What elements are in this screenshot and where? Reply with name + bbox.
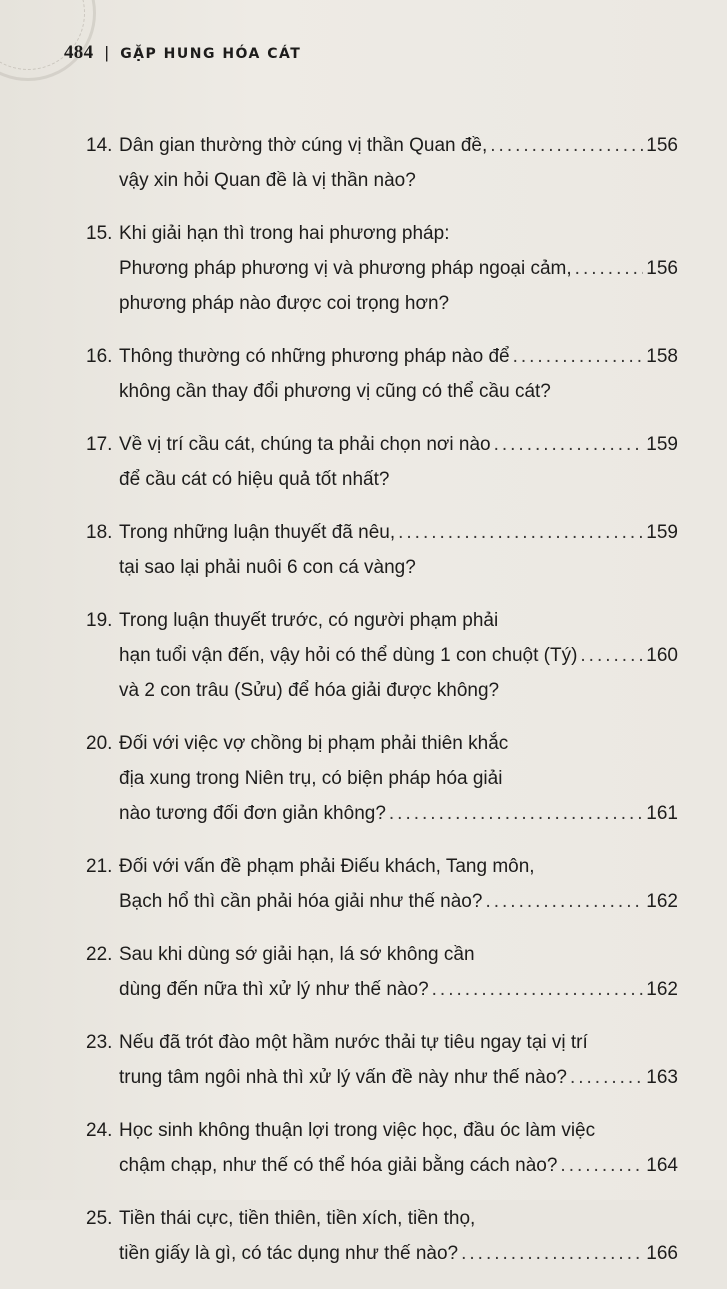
entry-text: tại sao lại phải nuôi 6 con cá vàng?	[119, 557, 416, 578]
entry-page-number: 156	[646, 258, 678, 279]
entry-page-number: 160	[646, 645, 678, 666]
entry-number: 23.	[86, 1032, 113, 1053]
toc-entry-line	[86, 374, 678, 409]
toc-entry-line	[86, 937, 678, 972]
toc-entry-line	[86, 796, 678, 831]
entry-text: Trong luận thuyết trước, có người phạm phải	[119, 610, 499, 631]
toc-entry[interactable]	[86, 128, 678, 198]
toc-entry-line	[86, 515, 678, 550]
toc-entry[interactable]	[86, 216, 678, 321]
toc-entry[interactable]	[86, 1025, 678, 1095]
entry-text: để cầu cát có hiệu quả tốt nhất?	[119, 469, 390, 490]
entry-page-number: 159	[646, 522, 678, 543]
toc-entry-line	[86, 761, 678, 796]
toc-entry-line	[86, 1060, 678, 1095]
header-separator: |	[104, 43, 110, 62]
entry-text: nào tương đối đơn giản không?	[119, 803, 386, 824]
toc-entry-line	[86, 427, 678, 462]
entry-number: 14.	[86, 135, 113, 156]
book-title: GẶP HUNG HÓA CÁT	[120, 46, 302, 62]
toc-entry-line	[86, 849, 678, 884]
dot-leader	[432, 972, 644, 1007]
toc-entry-line	[86, 1113, 678, 1148]
entry-number: 16.	[86, 346, 113, 367]
entry-text: Đối với vấn đề phạm phải Điếu khách, Tang môn,	[119, 856, 535, 877]
dot-leader	[398, 515, 643, 550]
library-stamp	[0, 0, 96, 81]
dot-leader	[513, 339, 644, 374]
entry-number: 18.	[86, 522, 113, 543]
entry-number: 22.	[86, 944, 113, 965]
toc-entry[interactable]	[86, 339, 678, 409]
entry-page-number: 162	[646, 891, 678, 912]
toc-entry-line	[86, 286, 678, 321]
toc-entry-line	[86, 638, 678, 673]
dot-leader	[580, 638, 643, 673]
toc-entry[interactable]	[86, 1201, 678, 1271]
entry-number: 24.	[86, 1120, 113, 1141]
toc-entry-line	[86, 603, 678, 638]
entry-text: trung tâm ngôi nhà thì xử lý vấn đề này như thế nào?	[119, 1067, 567, 1088]
toc-entry-line	[86, 163, 678, 198]
toc-entry-line	[86, 673, 678, 708]
entry-number: 17.	[86, 434, 113, 455]
entry-text: và 2 con trâu (Sửu) để hóa giải được không?	[119, 680, 500, 701]
entry-text: hạn tuổi vận đến, vậy hỏi có thể dùng 1 con chuột (Tý)	[119, 645, 578, 666]
entry-page-number: 161	[646, 803, 678, 824]
entry-text: chậm chạp, như thế có thể hóa giải bằng cách nào?	[119, 1155, 558, 1176]
toc-entry-line	[86, 884, 678, 919]
entry-page-number: 166	[646, 1243, 678, 1264]
toc-entry[interactable]	[86, 1113, 678, 1183]
entry-text: phương pháp nào được coi trọng hơn?	[119, 293, 450, 314]
toc-entry-line	[86, 1201, 678, 1236]
toc-entry-line	[86, 339, 678, 374]
toc-entry[interactable]	[86, 515, 678, 585]
toc-entry[interactable]	[86, 726, 678, 831]
toc-entry-line	[86, 726, 678, 761]
entry-text: vậy xin hỏi Quan đề là vị thần nào?	[119, 170, 416, 191]
entry-number: 25.	[86, 1208, 113, 1229]
entry-text: Khi giải hạn thì trong hai phương pháp:	[119, 223, 450, 244]
dot-leader	[485, 884, 643, 919]
toc-entry[interactable]	[86, 849, 678, 919]
toc-entry[interactable]	[86, 937, 678, 1007]
dot-leader	[389, 796, 643, 831]
entry-text: Dân gian thường thờ cúng vị thần Quan đề,	[119, 135, 488, 156]
dot-leader	[570, 1060, 643, 1095]
toc-entry-line	[86, 462, 678, 497]
entry-number: 19.	[86, 610, 113, 631]
page-number: 484	[64, 42, 94, 63]
dot-leader	[560, 1148, 643, 1183]
entry-page-number: 163	[646, 1067, 678, 1088]
entry-text: Trong những luận thuyết đã nêu,	[119, 522, 396, 543]
entry-text: địa xung trong Niên trụ, có biện pháp hóa giải	[119, 768, 503, 789]
entry-text: Phương pháp phương vị và phương pháp ngoại cảm,	[119, 258, 572, 279]
entry-text: Nếu đã trót đào một hầm nước thải tự tiêu ngay tại vị trí	[119, 1032, 588, 1053]
toc-entry-line	[86, 1236, 678, 1271]
entry-page-number: 158	[646, 346, 678, 367]
toc-entry-line	[86, 972, 678, 1007]
entry-number: 21.	[86, 856, 113, 877]
entry-text: Học sinh không thuận lợi trong việc học, đầu óc làm việc	[119, 1120, 596, 1141]
entry-text: Bạch hổ thì cần phải hóa giải như thế nào?	[119, 891, 483, 912]
entry-text: Đối với việc vợ chồng bị phạm phải thiên khắc	[119, 733, 509, 754]
entry-page-number: 162	[646, 979, 678, 1000]
dot-leader	[490, 128, 643, 163]
entry-text: Thông thường có những phương pháp nào để	[119, 346, 510, 367]
entry-text: Tiền thái cực, tiền thiên, tiền xích, tiền thọ,	[119, 1208, 476, 1229]
toc-entry-line	[86, 251, 678, 286]
toc-entry[interactable]	[86, 427, 678, 497]
entry-page-number: 156	[646, 135, 678, 156]
toc-entry-line	[86, 550, 678, 585]
toc-entry[interactable]	[86, 603, 678, 708]
entry-text: tiền giấy là gì, có tác dụng như thế nào?	[119, 1243, 459, 1264]
toc-entry-line	[86, 1025, 678, 1060]
toc-entry-line	[86, 216, 678, 251]
entry-text: Sau khi dùng sớ giải hạn, lá sớ không cần	[119, 944, 475, 965]
entry-text: không cần thay đổi phương vị cũng có thể cầu cát?	[119, 381, 551, 402]
entry-page-number: 159	[646, 434, 678, 455]
dot-leader	[575, 251, 644, 286]
entry-text: dùng đến nữa thì xử lý như thế nào?	[119, 979, 429, 1000]
entry-number: 20.	[86, 733, 113, 754]
dot-leader	[494, 427, 644, 462]
toc-entry-line	[86, 128, 678, 163]
running-header	[64, 42, 301, 64]
toc-entry-line	[86, 1148, 678, 1183]
entry-page-number: 164	[646, 1155, 678, 1176]
table-of-contents	[86, 128, 678, 1289]
dot-leader	[461, 1236, 643, 1271]
entry-text: Về vị trí cầu cát, chúng ta phải chọn nơi nào	[119, 434, 491, 455]
entry-number: 15.	[86, 223, 113, 244]
